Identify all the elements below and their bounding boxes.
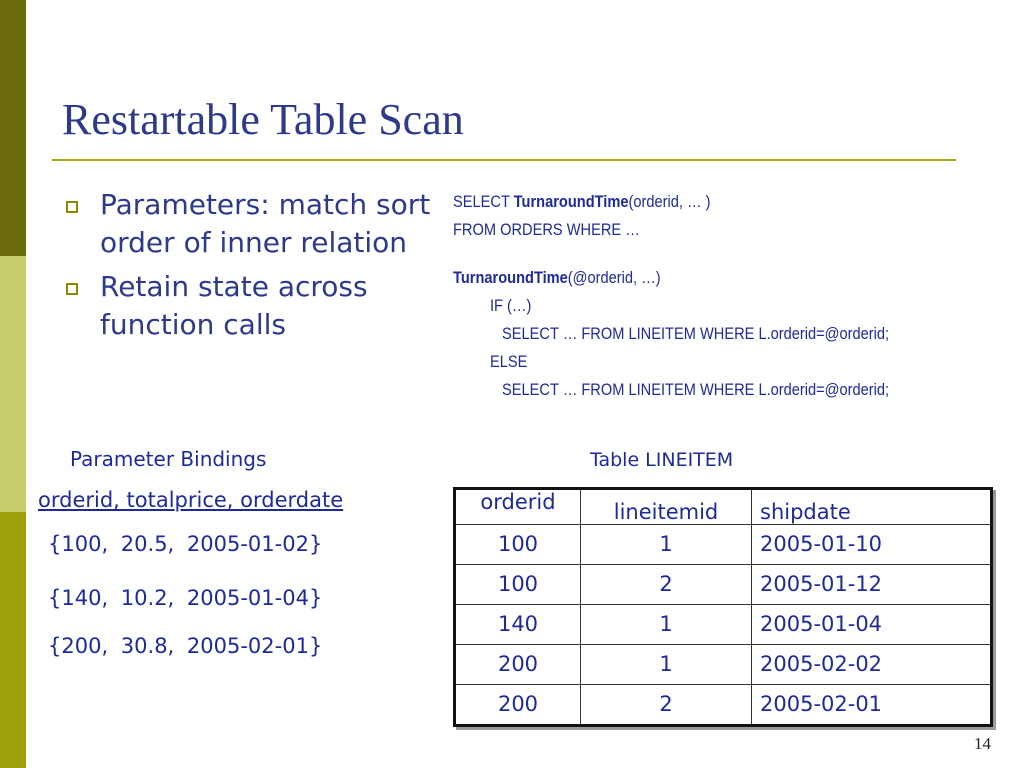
page-number: 14: [974, 734, 991, 753]
table-cell: 1: [581, 525, 752, 565]
parameter-binding-row: {200, 30.8, 2005-02-01}: [48, 634, 323, 658]
parameter-bindings-title: Parameter Bindings: [70, 447, 267, 471]
table-row: [455, 604, 992, 644]
code-line: [453, 264, 889, 292]
slide-title: Restartable Table Scan: [62, 95, 464, 144]
table-cell: 2005-02-02: [752, 644, 992, 684]
table-cell: 100: [455, 525, 581, 565]
table-cell: 1: [581, 644, 752, 684]
code-line: FROM ORDERS WHERE …: [453, 220, 640, 239]
table-cell: 2005-01-12: [752, 564, 992, 604]
sidebar-band-light: [0, 256, 26, 512]
table-cell: 2: [581, 564, 752, 604]
column-header-lineitemid: lineitemid: [581, 489, 752, 525]
code-function-name: TurnaroundTime: [513, 192, 629, 211]
code-function-name: TurnaroundTime: [453, 268, 568, 287]
bullet-text: Parameters: match sort order of inner relation: [100, 188, 431, 259]
table-cell: 2: [581, 684, 752, 726]
sidebar-decoration: [0, 0, 26, 768]
table-cell: 100: [455, 564, 581, 604]
table-cell: 1: [581, 604, 752, 644]
parameter-binding-row: {140, 10.2, 2005-01-04}: [48, 586, 323, 610]
bullet-list: [62, 186, 442, 350]
parameter-bindings-header: orderid, totalprice, orderdate: [38, 488, 344, 512]
sql-code-block: [453, 188, 889, 404]
code-line: IF (…): [489, 296, 532, 315]
sidebar-band-dark: [0, 0, 26, 256]
code-line: ELSE: [489, 352, 528, 371]
column-header-orderid: orderid: [455, 489, 581, 525]
lineitem-table-title: Table LINEITEM: [590, 449, 734, 471]
table-row: [455, 564, 992, 604]
table-row: [455, 684, 992, 726]
square-bullet-icon: [66, 283, 78, 295]
table-row: [455, 644, 992, 684]
parameter-binding-row: {100, 20.5, 2005-01-02}: [48, 532, 323, 556]
table-row: [455, 525, 992, 565]
code-keyword: SELECT: [453, 192, 514, 211]
title-divider: [52, 159, 956, 161]
code-line: SELECT … FROM LINEITEM WHERE L.orderid=@orderid;: [502, 324, 890, 343]
code-args: (@orderid, …): [567, 268, 661, 287]
square-bullet-icon: [66, 201, 78, 213]
table-cell: 200: [455, 684, 581, 726]
code-line: SELECT … FROM LINEITEM WHERE L.orderid=@orderid;: [502, 380, 890, 399]
table-cell: 2005-01-10: [752, 525, 992, 565]
table-cell: 140: [455, 604, 581, 644]
table-cell: 2005-02-01: [752, 684, 992, 726]
bullet-text: Retain state across function calls: [100, 270, 368, 341]
code-args: (orderid, … ): [628, 192, 711, 211]
bullet-item: [62, 186, 442, 262]
bullet-item: [62, 268, 442, 344]
table-header-row: [455, 489, 992, 525]
sidebar-band-medium: [0, 512, 26, 768]
table-cell: 200: [455, 644, 581, 684]
column-header-shipdate: shipdate: [752, 489, 992, 525]
table-cell: 2005-01-04: [752, 604, 992, 644]
lineitem-table: [453, 487, 993, 727]
